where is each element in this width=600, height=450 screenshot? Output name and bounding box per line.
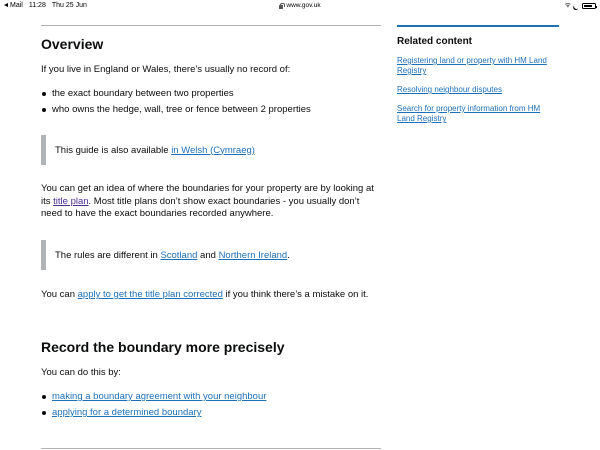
- status-bar: [0, 0, 600, 12]
- related-link-neighbour-disputes[interactable]: Resolving neighbour disputes: [397, 85, 502, 94]
- welsh-inset: [41, 135, 381, 165]
- do-not-disturb-icon: [573, 3, 580, 10]
- address-bar[interactable]: [0, 0, 600, 13]
- related-link-registering-land[interactable]: Registering land or property with HM Land Registry: [397, 56, 547, 75]
- section-divider-top: [41, 25, 381, 26]
- list-item: the exact boundary between two properties: [41, 88, 311, 104]
- inset-text-end: .: [287, 249, 290, 261]
- list-item: [397, 85, 559, 95]
- related-links-list: [397, 56, 559, 124]
- related-content-heading: Related content: [397, 36, 473, 47]
- paragraph-text-end: . Most title plans don’t show exact boundaries - you usually don’t need to have the exact boundaries recorded anywhere.: [41, 195, 360, 219]
- list-item: who owns the hedge, wall, tree or fence between 2 properties: [41, 104, 311, 120]
- status-time: 11:28: [28, 2, 46, 9]
- scotland-link[interactable]: Scotland: [160, 249, 198, 261]
- battery-icon: [582, 3, 596, 9]
- wifi-icon: ᯤ: [564, 2, 571, 9]
- correction-paragraph: [41, 289, 381, 302]
- status-right: [565, 0, 596, 12]
- title-plan-link[interactable]: title plan: [53, 195, 89, 207]
- title-plan-correction-link[interactable]: apply to get the title plan corrected: [77, 289, 223, 300]
- northern-ireland-link[interactable]: Northern Ireland: [218, 249, 288, 261]
- lock-icon: [279, 5, 283, 9]
- back-app-label: Mail: [10, 2, 23, 9]
- paragraph-text: You can: [41, 289, 78, 300]
- record-boundary-heading: Record the boundary more precisely: [41, 339, 285, 355]
- status-date: Thu 25 Jun: [51, 2, 87, 9]
- record-options-list: [41, 391, 266, 423]
- list-item: [41, 391, 266, 407]
- paragraph-text-end: if you think there’s a mistake on it.: [222, 289, 369, 300]
- paragraph-text: You can get an idea of where the boundaries for your property are by looking at its: [41, 183, 374, 207]
- list-item: [397, 104, 559, 124]
- overview-bullet-list: [41, 88, 311, 120]
- related-content-divider: [397, 25, 559, 27]
- url-text: www.gov.uk: [286, 2, 321, 9]
- inset-text: The rules are different in: [55, 249, 161, 261]
- inset-text: This guide is also available: [55, 144, 172, 156]
- title-plan-paragraph: [41, 183, 381, 221]
- boundary-agreement-link[interactable]: making a boundary agreement with your neighbour: [52, 391, 267, 402]
- regional-rules-inset: [41, 240, 381, 270]
- related-link-property-search[interactable]: Search for property information from HM Land Registry: [397, 104, 541, 123]
- record-intro: You can do this by:: [41, 367, 121, 378]
- list-item: [397, 56, 559, 76]
- list-item: [41, 407, 266, 423]
- section-divider-bottom: [41, 448, 381, 449]
- inset-text-mid: and: [197, 249, 219, 261]
- determined-boundary-link[interactable]: applying for a determined boundary: [52, 407, 202, 418]
- overview-heading: Overview: [41, 36, 104, 52]
- welsh-guide-link[interactable]: in Welsh (Cymraeg): [171, 144, 255, 156]
- overview-intro: If you live in England or Wales, there’s usually no record of:: [41, 64, 291, 75]
